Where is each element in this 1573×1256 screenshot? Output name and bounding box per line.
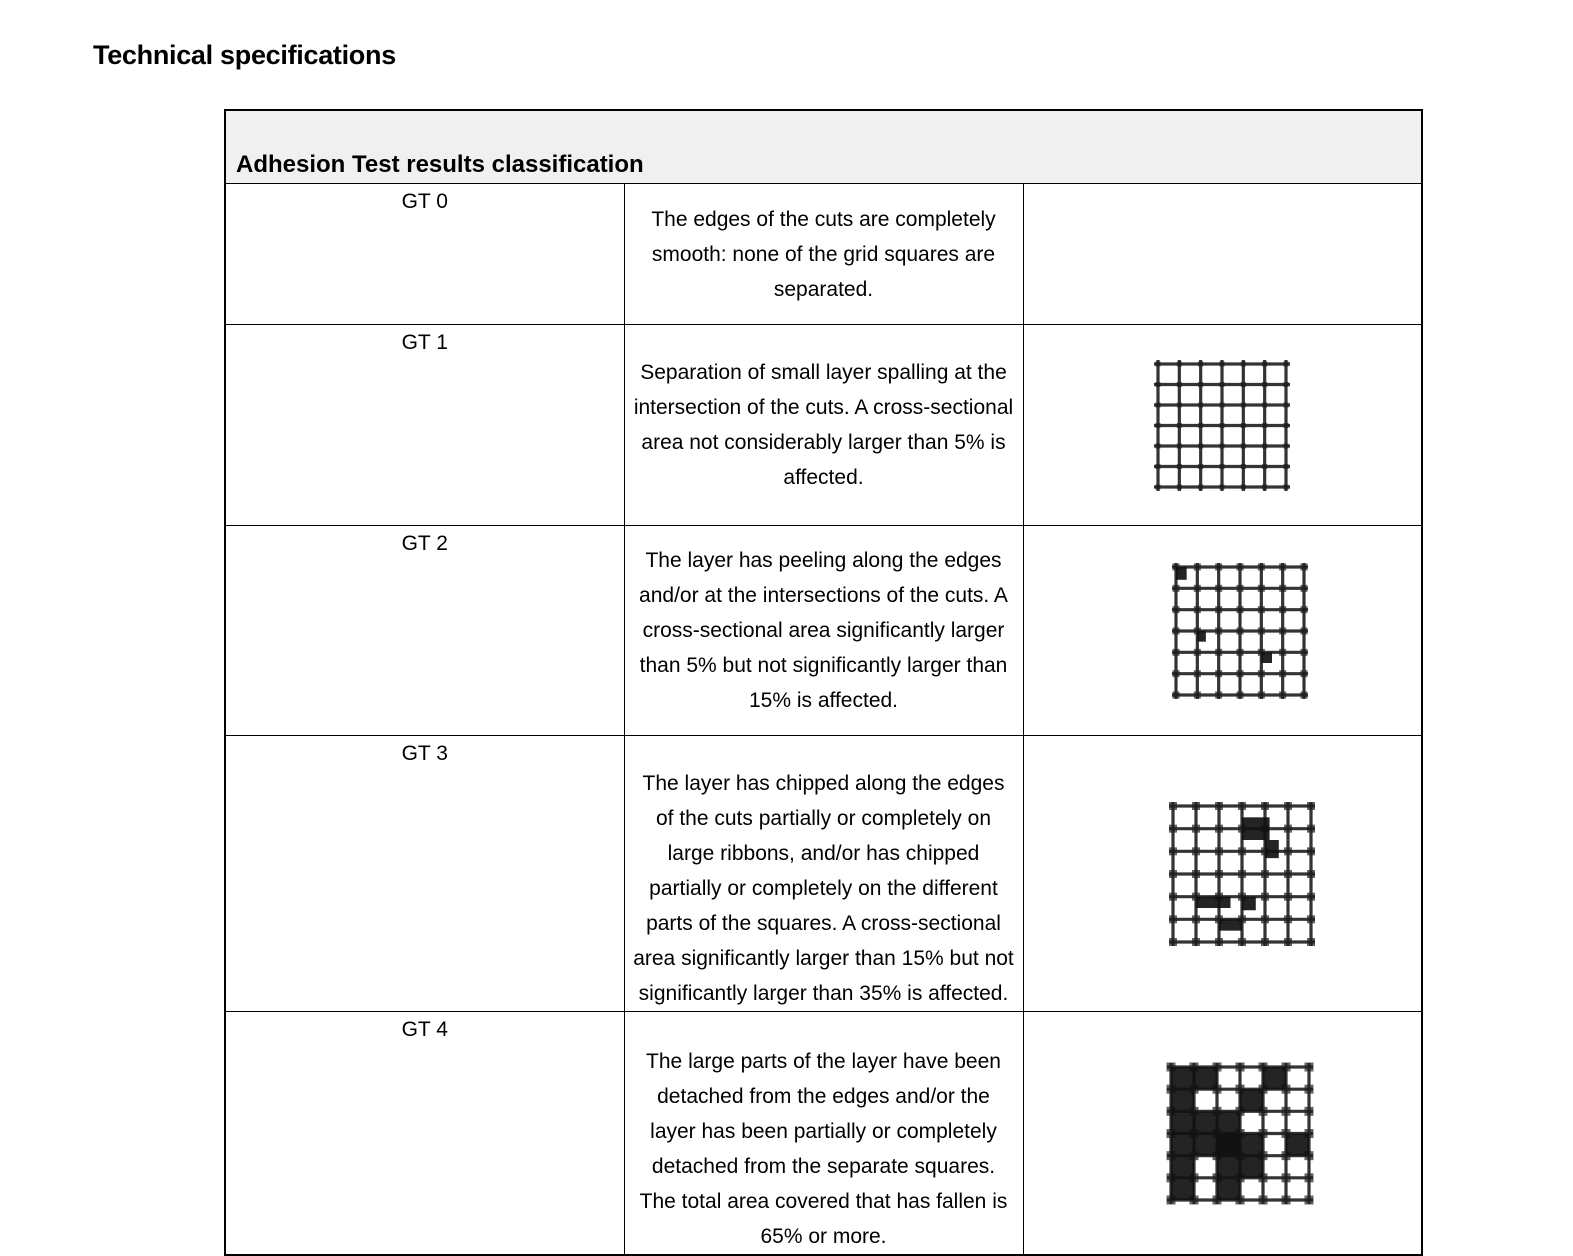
grade-label: GT 2 [225, 526, 624, 736]
grade-image-cell [1023, 1012, 1422, 1256]
grade-image-cell [1023, 736, 1422, 1012]
grade-image-cell [1023, 526, 1422, 736]
grade-description [624, 736, 1023, 1012]
table-row [225, 325, 1422, 526]
crosshatch-grid-image [1152, 358, 1292, 493]
grade-label: GT 1 [225, 325, 624, 526]
description-line: The layer has chipped along the edges of the cuts partially or completely on large ribbons, and/or has chipped partially or completely on the different parts of the squares. A cross-sectional area significantly larger than 15% but not significantly larger than 35% is affected. [633, 772, 1014, 1005]
page-title: Technical specifications [93, 40, 396, 70]
grade-image-cell [1023, 325, 1422, 526]
table-row [225, 526, 1422, 736]
grade-label: GT 0 [225, 184, 624, 325]
crosshatch-grid-image [1165, 1061, 1315, 1206]
description-line: The layer has peeling along the edges and/or at the intersections of the cuts. A cross-sectional area significantly larger than 5% but not significantly larger than 15% is affected. [639, 549, 1008, 712]
grade-description [624, 1012, 1023, 1256]
table-row [225, 184, 1422, 325]
table-header-row [225, 110, 1422, 184]
crosshatch-grid-image [1167, 800, 1317, 948]
crosshatch-grid-image [1170, 561, 1310, 701]
table-row [225, 736, 1422, 1012]
grade-image-cell [1023, 184, 1422, 325]
table-row [225, 1012, 1422, 1256]
grade-label: GT 3 [225, 736, 624, 1012]
description-line: The large parts of the layer have been detached from the edges and/or the layer has been partially or completely detached from the separate squares. [646, 1050, 1001, 1178]
description-line: Separation of small layer spalling at the intersection of the cuts. A cross-sectional area not considerably larger than 5% is affected. [633, 361, 1014, 489]
grade-description [624, 526, 1023, 736]
grade-description [624, 325, 1023, 526]
grade-description [624, 184, 1023, 325]
description-line: The edges of the cuts are completely smooth: none of the grid squares are separated. [651, 207, 996, 301]
grade-label: GT 4 [225, 1012, 624, 1256]
description-line: The total area covered that has fallen is 65% or more. [639, 1190, 1008, 1248]
adhesion-classification-table [224, 109, 1423, 1256]
table-header: Adhesion Test results classification [225, 110, 1422, 184]
